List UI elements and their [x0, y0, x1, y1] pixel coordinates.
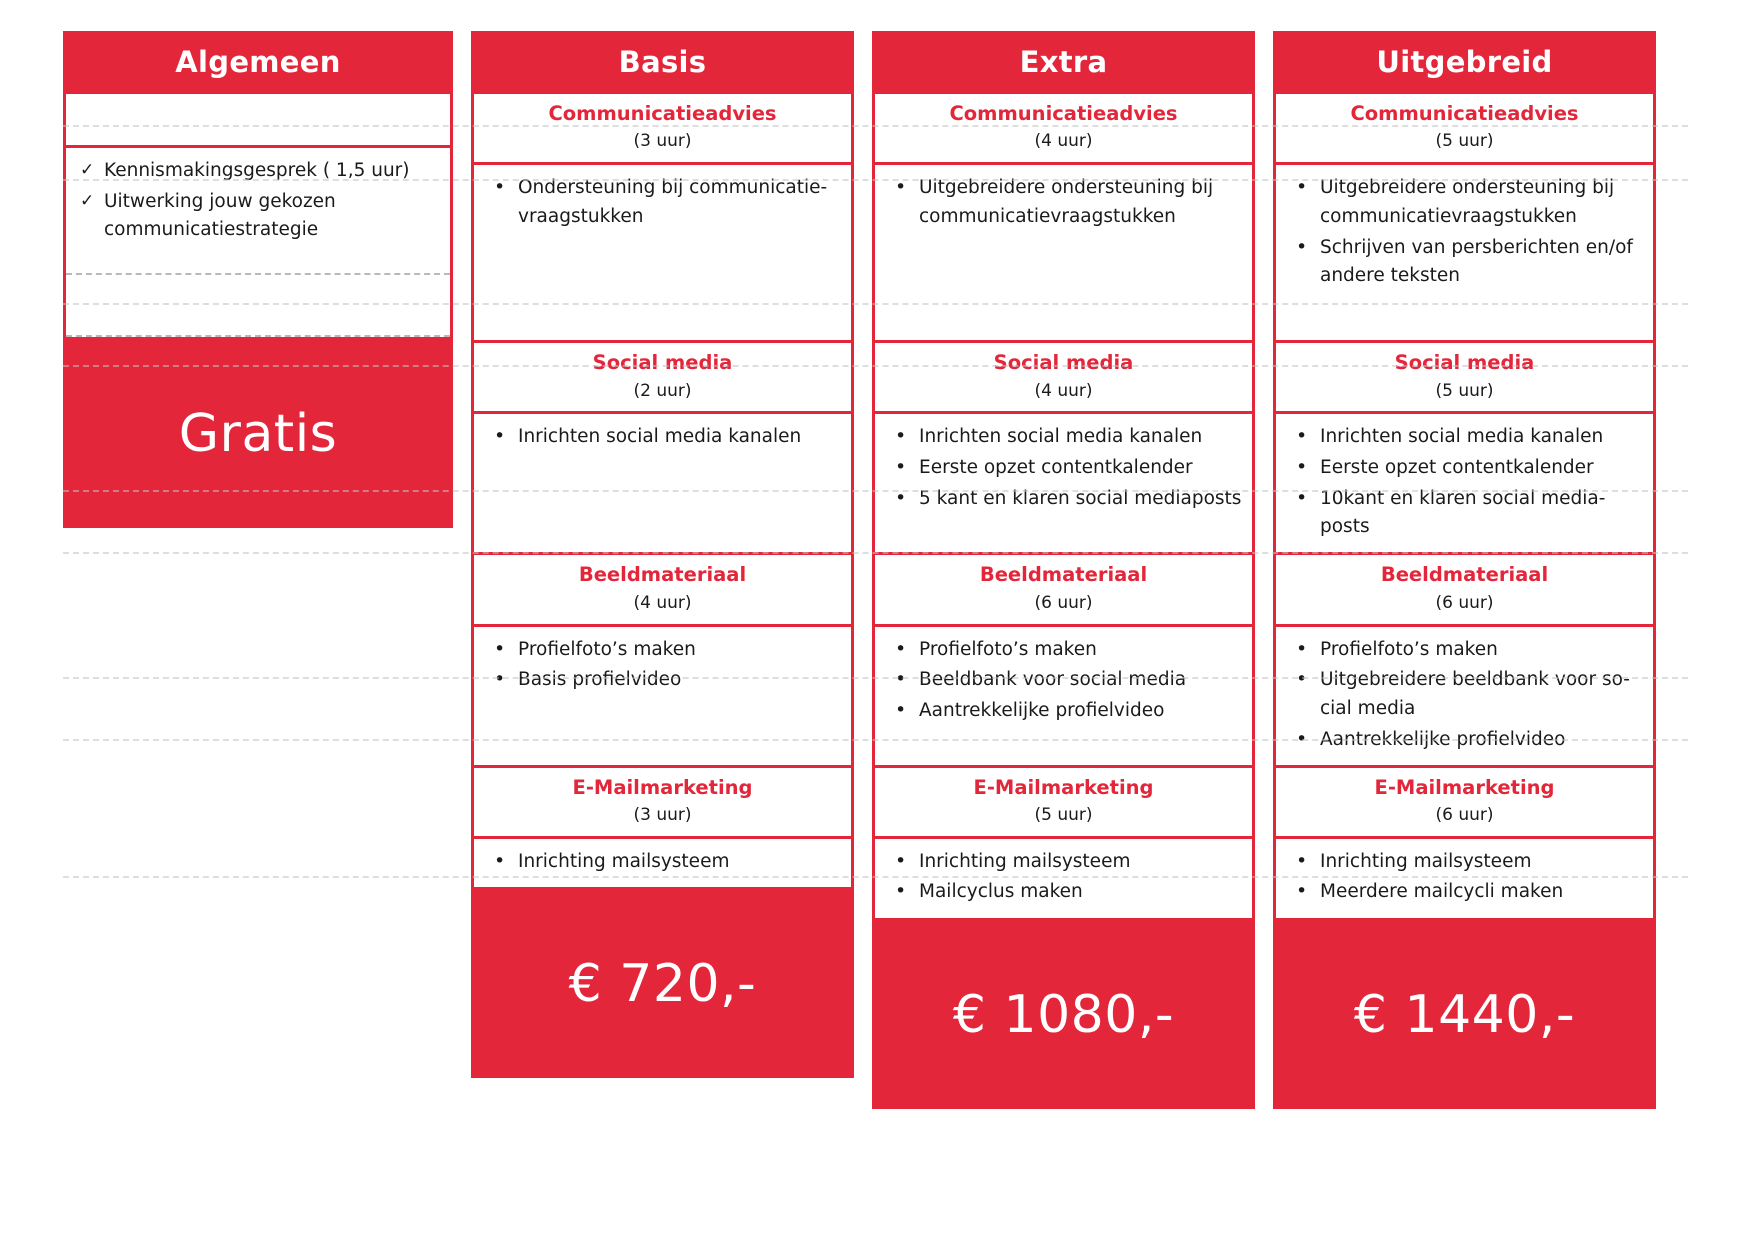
- gutter-dash-row-2: [63, 179, 1688, 181]
- section-title: Communicatieadvies: [1350, 102, 1579, 125]
- section-head-communicatieadvies: [875, 94, 1252, 165]
- gutter-dash-row-4: [63, 365, 1688, 367]
- list-item: • Inrichten social media kanalen: [885, 423, 1242, 452]
- list-item: • Beeldbank voor social media: [885, 666, 1242, 695]
- section-head-beeldmateriaal: [474, 555, 851, 626]
- pricing-column-extra: [872, 31, 1255, 1109]
- list-item: • Basis profielvideo: [484, 666, 841, 695]
- list-item: • Schrijven van persberichten en/of andere teksten: [1286, 234, 1643, 291]
- list-item: • Profielfoto’s maken: [885, 636, 1242, 665]
- price-extra: € 1080,-: [872, 921, 1255, 1109]
- pricing-column-basis: [471, 31, 854, 1109]
- algemeen-checklist-block: [66, 148, 450, 273]
- price-uitgebreid: € 1440,-: [1273, 921, 1656, 1109]
- column-header-extra: Extra: [872, 31, 1255, 94]
- column-body-basis: [471, 94, 854, 890]
- bullet-list: [484, 636, 841, 695]
- pricing-column-algemeen: [63, 31, 453, 1109]
- section-items-social-media: [474, 414, 851, 555]
- section-hours: (2 uur): [633, 380, 692, 401]
- list-item: ✓ Uitwerking jouw gekozen communicatiestrategie: [76, 188, 440, 245]
- list-item: • Ondersteuning bij communicatie-vraagstukken: [484, 174, 841, 231]
- section-head-communicatieadvies: [1276, 94, 1653, 165]
- list-item: • Inrichten social media kanalen: [484, 423, 841, 452]
- section-hours: (5 uur): [1034, 804, 1093, 825]
- bullet-list: [1286, 174, 1643, 291]
- list-item: • Uitgebreidere ondersteuning bij communicatievraagstukken: [885, 174, 1242, 231]
- section-title: E-Mailmarketing: [572, 775, 753, 799]
- section-title: Beeldmateriaal: [578, 563, 747, 587]
- section-hours: (3 uur): [633, 804, 692, 825]
- list-item: • Uitgebreidere ondersteuning bij communicatievraagstukken: [1286, 174, 1643, 231]
- section-title: Beeldmateriaal: [979, 563, 1148, 587]
- bullet-list: [885, 174, 1242, 231]
- bullet-list: [1286, 636, 1643, 755]
- section-title: Social media: [592, 351, 733, 375]
- section-items-emailmarketing: [474, 839, 851, 888]
- gutter-dash-row-8: [63, 739, 1688, 741]
- section-head-social-media: [474, 343, 851, 414]
- section-title: Communicatieadvies: [949, 102, 1178, 125]
- list-item: • Mailcyclus maken: [885, 878, 1242, 907]
- column-body-extra: [872, 94, 1255, 921]
- list-item: • Profielfoto’s maken: [1286, 636, 1643, 665]
- bullet-list: [484, 174, 841, 231]
- list-item: • Inrichting mailsysteem: [1286, 848, 1643, 877]
- section-hours: (4 uur): [633, 592, 692, 613]
- list-item: • 5 kant en klaren social mediaposts: [885, 485, 1242, 514]
- section-items-communicatieadvies: [875, 165, 1252, 343]
- section-hours: (6 uur): [1435, 804, 1494, 825]
- section-head-beeldmateriaal: [1276, 555, 1653, 626]
- pricing-column-uitgebreid: [1273, 31, 1656, 1109]
- bullet-list: [885, 636, 1242, 726]
- gutter-dash-row-9: [63, 876, 1688, 878]
- section-items-beeldmateriaal: [474, 627, 851, 768]
- section-items-social-media: [1276, 414, 1653, 555]
- list-item: • Aantrekkelijke profielvideo: [885, 697, 1242, 726]
- gutter-dash-row-7: [63, 677, 1688, 679]
- section-head-communicatieadvies: [474, 94, 851, 165]
- list-item: • Profielfoto’s maken: [484, 636, 841, 665]
- section-items-communicatieadvies: [1276, 165, 1653, 343]
- section-head-beeldmateriaal: [875, 555, 1252, 626]
- section-hours: (3 uur): [633, 131, 692, 152]
- list-item: • Inrichting mailsysteem: [885, 848, 1242, 877]
- section-items-beeldmateriaal: [1276, 627, 1653, 768]
- section-title: E-Mailmarketing: [973, 775, 1154, 799]
- list-item: • Meerdere mailcycli maken: [1286, 878, 1643, 907]
- section-title: Social media: [993, 351, 1134, 375]
- section-head-social-media: [875, 343, 1252, 414]
- gutter-dash-row-6: [63, 552, 1688, 554]
- column-header-basis: Basis: [471, 31, 854, 94]
- section-hours: (4 uur): [1034, 380, 1093, 401]
- section-items-emailmarketing: [1276, 839, 1653, 918]
- list-item: • Uitgebreidere beeldbank voor so-cial media: [1286, 666, 1643, 723]
- section-hours: (5 uur): [1435, 380, 1494, 401]
- section-head-emailmarketing: [474, 768, 851, 839]
- bullet-list: [484, 423, 841, 452]
- section-head-social-media: [1276, 343, 1653, 414]
- section-title: Communicatieadvies: [548, 102, 777, 125]
- section-hours: (5 uur): [1435, 131, 1494, 152]
- price-basis: € 720,-: [471, 890, 854, 1078]
- list-item: • Inrichten social media kanalen: [1286, 423, 1643, 452]
- column-header-algemeen: Algemeen: [63, 31, 453, 94]
- bullet-list: [885, 423, 1242, 513]
- bullet-list: [484, 848, 841, 877]
- list-item: • Eerste opzet contentkalender: [1286, 454, 1643, 483]
- list-item: • Inrichting mailsysteem: [484, 848, 841, 877]
- bullet-list: [1286, 423, 1643, 542]
- section-items-beeldmateriaal: [875, 627, 1252, 768]
- algemeen-dashed-divider-2: [66, 275, 450, 337]
- algemeen-check-list: [76, 157, 440, 245]
- section-title: Beeldmateriaal: [1380, 563, 1549, 587]
- section-items-emailmarketing: [875, 839, 1252, 918]
- section-title: Social media: [1394, 351, 1535, 375]
- section-head-emailmarketing: [875, 768, 1252, 839]
- section-title: E-Mailmarketing: [1374, 775, 1555, 799]
- gutter-dash-row-1: [63, 125, 1688, 127]
- list-item: • Eerste opzet contentkalender: [885, 454, 1242, 483]
- column-header-uitgebreid: Uitgebreid: [1273, 31, 1656, 94]
- gutter-dash-row-5: [63, 490, 1688, 492]
- gutter-dash-row-3: [63, 303, 1688, 305]
- section-hours: (6 uur): [1034, 592, 1093, 613]
- algemeen-spacer-top: [66, 94, 450, 148]
- column-body-uitgebreid: [1273, 94, 1656, 921]
- section-items-communicatieadvies: [474, 165, 851, 343]
- section-head-emailmarketing: [1276, 768, 1653, 839]
- section-hours: (6 uur): [1435, 592, 1494, 613]
- list-item: • 10kant en klaren social media-posts: [1286, 485, 1643, 542]
- price-algemeen: Gratis: [63, 340, 453, 528]
- section-hours: (4 uur): [1034, 131, 1093, 152]
- pricing-table: [63, 31, 1688, 1109]
- list-item: ✓ Kennismakingsgesprek ( 1,5 uur): [76, 157, 440, 186]
- list-item: • Aantrekkelijke profielvideo: [1286, 726, 1643, 755]
- pricing-columns: [63, 31, 1688, 1109]
- section-items-social-media: [875, 414, 1252, 555]
